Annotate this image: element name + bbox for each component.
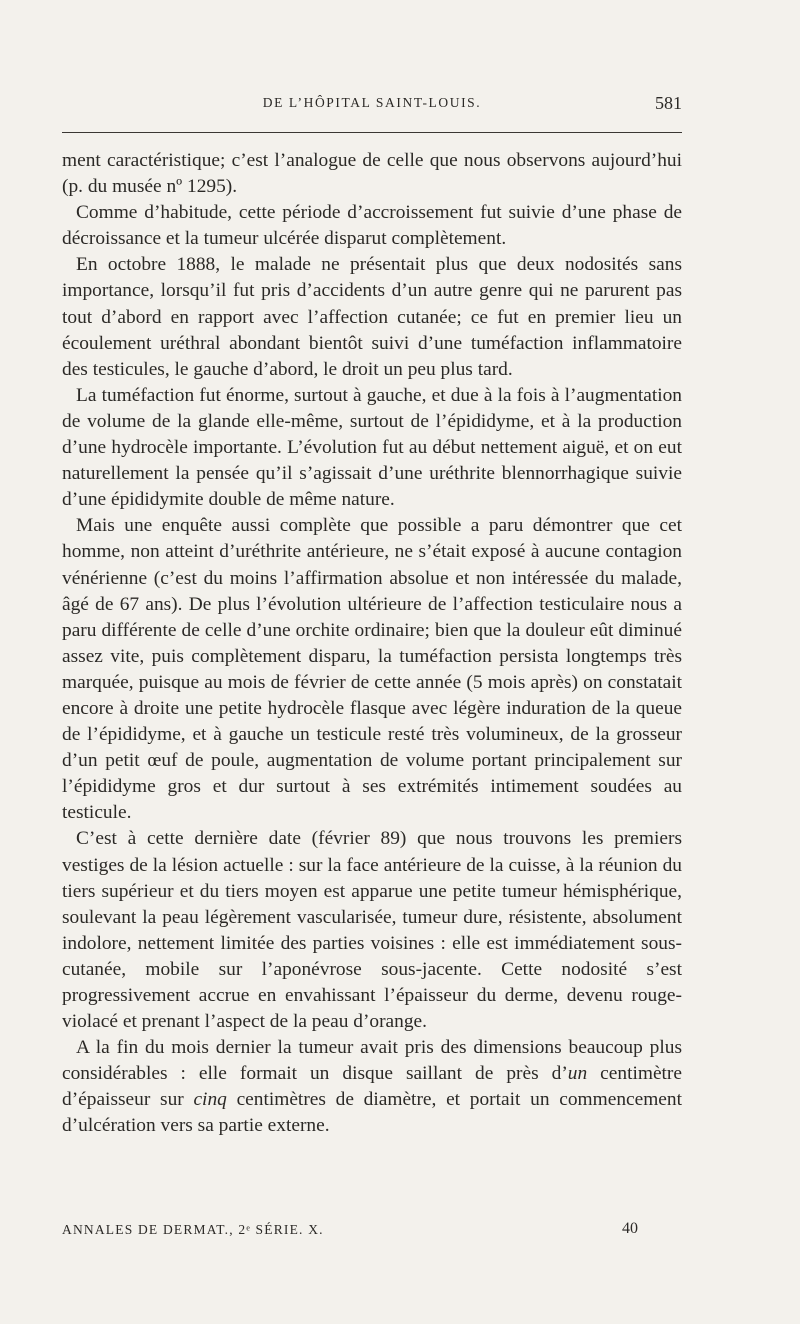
signature-number: 40 (622, 1220, 638, 1237)
running-head (62, 95, 682, 119)
italic-cinq: cinq (193, 1089, 227, 1111)
signature-mark: ANNALES DE DERMAT., 2ᵉ SÉRIE. X. (62, 1222, 324, 1237)
page-footer (62, 1222, 682, 1246)
paragraph: En octobre 1888, le malade ne présentait plus que deux nodosités sans importance, lorsqu’il fut pris d’accidents d’un autre genre qui ne parurent pas tout d’abord en rapport avec l’affection cutanée; ce fut en premier lieu un écoulement uréthral abondant bientôt suivi d’une tuméfaction inflammatoire des testicules, le gauche d’abord, le droit un peu plus tard. (62, 254, 682, 380)
body-text (62, 148, 682, 1140)
italic-un: un (567, 1063, 588, 1085)
paragraph-continuation: ment caractéristique; c’est l’analogue de celle que nous observons aujourd’hui (p. du musée nº 1295). (62, 150, 682, 198)
paragraph: La tuméfaction fut énorme, surtout à gauche, et due à la fois à l’augmentation de volume de la glande elle-même, surtout de l’épididyme, et à la production d’une hydrocèle importante. L’évolution fut au début nettement aiguë, et on eut naturellement la pensée qu’il s’agissait d’une uréthrite blennorrhagique suivie d’une épididymite double de même nature. (62, 384, 682, 511)
page-number: 581 (655, 93, 682, 113)
text-run: centimètre d’épaisseur sur (62, 1063, 682, 1111)
paragraph-last (62, 1035, 682, 1139)
header-rule (62, 132, 682, 133)
text-run: A la fin du mois dernier la tumeur avait pris des dimensions beaucoup plus considérables : elle formait un disque saillant de près d’ (62, 1037, 682, 1085)
paragraph: Mais une enquête aussi complète que possible a paru démontrer que cet homme, non atteint d’uréthrite antérieure, ne s’était exposé à aucune contagion vénérienne (c’est du moins l’affirmation absolue et non intéressée du malade, âgé de 67 ans). De plus l’évolution ultérieure de l’affection testiculaire nous a paru différente de celle d’une orchite ordinaire; bien que la douleur eût diminué assez vite, puis complètement disparu, la tuméfaction persista longtemps très marquée, puisque au mois de février de cette année (5 mois après) on constatait encore à droite une petite hydrocèle flasque avec légère induration de la queue de l’épididyme, et à gauche un testicule resté très volumineux, de la grosseur d’un petit œuf de poule, augmentation de volume portant principalement sur l’épididyme gros et dur surtout à ses extrémités intimement soudées au testicule. (62, 515, 682, 824)
running-title: DE L’HÔPITAL SAINT-LOUIS. (262, 95, 482, 110)
paragraph: Comme d’habitude, cette période d’accroissement fut suivie d’une phase de décroissance et la tumeur ulcérée disparut complètement. (62, 202, 682, 250)
paragraph: C’est à cette dernière date (février 89) que nous trouvons les premiers vestiges de la lésion actuelle : sur la face antérieure de la cuisse, à la réunion du tiers supérieur et du tiers moyen est apparue une petite tumeur hémisphérique, soulevant la peau légèrement vascularisée, tumeur dure, résistente, absolument indolore, nettement limitée des parties voisines : elle est immédiatement sous-cutanée, mobile sur l’aponévrose sous-jacente. Cette nodosité s’est progressivement accrue en envahissant l’épaisseur du derme, devenu rouge-violacé et prenant l’aspect de la peau d’orange. (62, 828, 682, 1033)
text-run: centimètres de diamètre, et portait un commencement d’ulcération vers sa partie externe. (62, 1089, 682, 1137)
